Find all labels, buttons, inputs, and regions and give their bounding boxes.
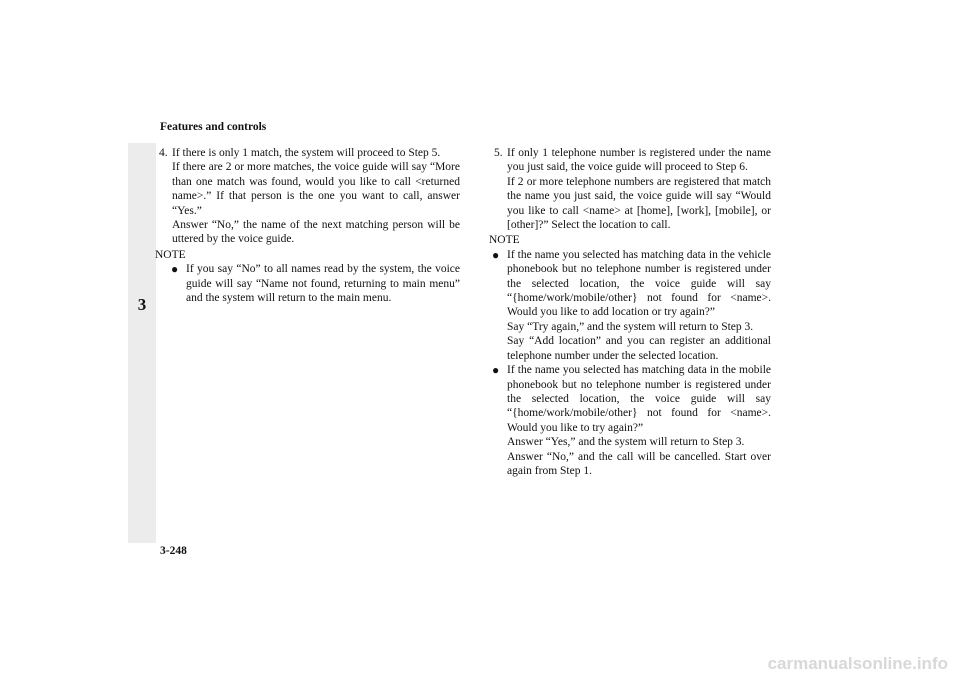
note-text: Say “Try again,” and the system will return to Step 3. [507, 320, 754, 333]
page-number: 3-248 [160, 545, 187, 557]
watermark: carmanualsonline.info [767, 654, 948, 673]
note-text: Answer “No,” and the call will be cancelled. Start over again from Step 1. [507, 450, 771, 477]
bullet-icon: ● [492, 363, 500, 378]
step-text: If there is only 1 match, the system will proceed to Step 5. [172, 147, 441, 159]
note-label: NOTE [489, 234, 520, 247]
note-text: Say “Add location” and you can register an additional telephone number under the selected location. [507, 335, 771, 362]
note-block [489, 233, 771, 478]
note-bullet [172, 262, 460, 305]
note-text: Answer “Yes,” and the system will return to Step 3. [507, 436, 745, 449]
step-number: 4. [159, 147, 168, 159]
note-label: NOTE [155, 248, 186, 261]
note-text: If the name you selected has matching data in the vehicle phonebook but no telephone number is registered under the selected location, the voice guide will say “{home/work/mobile/other} not found for <name>. Would you like to add location or try again?” [507, 248, 771, 319]
left-column [155, 146, 460, 305]
note-text: If the name you selected has matching data in the mobile phonebook but no telephone number is registered under the selected location, the voice guide will say “{home/work/mobile/other} not found for <name>. Would you like to try again?” [507, 364, 771, 434]
bullet-icon: ● [492, 247, 500, 262]
note-bullet [493, 363, 771, 478]
step-4 [159, 146, 460, 247]
step-number: 5. [494, 147, 503, 159]
note-bullet [493, 248, 771, 363]
step-5 [494, 146, 771, 232]
chapter-tab-number: 3 [137, 295, 147, 314]
step-text: Answer “No,” the name of the next matching person will be uttered by the voice guide. [172, 219, 460, 246]
section-header-title: Features and controls [160, 121, 267, 133]
note-block [155, 248, 460, 306]
note-text: If you say “No” to all names read by the system, the voice guide will say “Name not found, returning to main menu” and the system will return to the main menu. [186, 263, 460, 305]
chapter-tab [128, 143, 156, 543]
right-column [489, 146, 771, 478]
step-text: If only 1 telephone number is registered under the name you just said, the voice guide will proceed to Step 6. [507, 147, 771, 174]
bullet-icon: ● [171, 262, 179, 277]
step-text: If there are 2 or more matches, the voice guide will say “More than one match was found, would you like to call <returned name>.” If that person is the one you want to call, answer “Yes.” [172, 161, 460, 217]
step-text: If 2 or more telephone numbers are registered that match the name you just said, the voice guide will say “Would you like to call <name> at [home], [work], [mobile], or [other]?” Select the location to call. [507, 175, 771, 232]
